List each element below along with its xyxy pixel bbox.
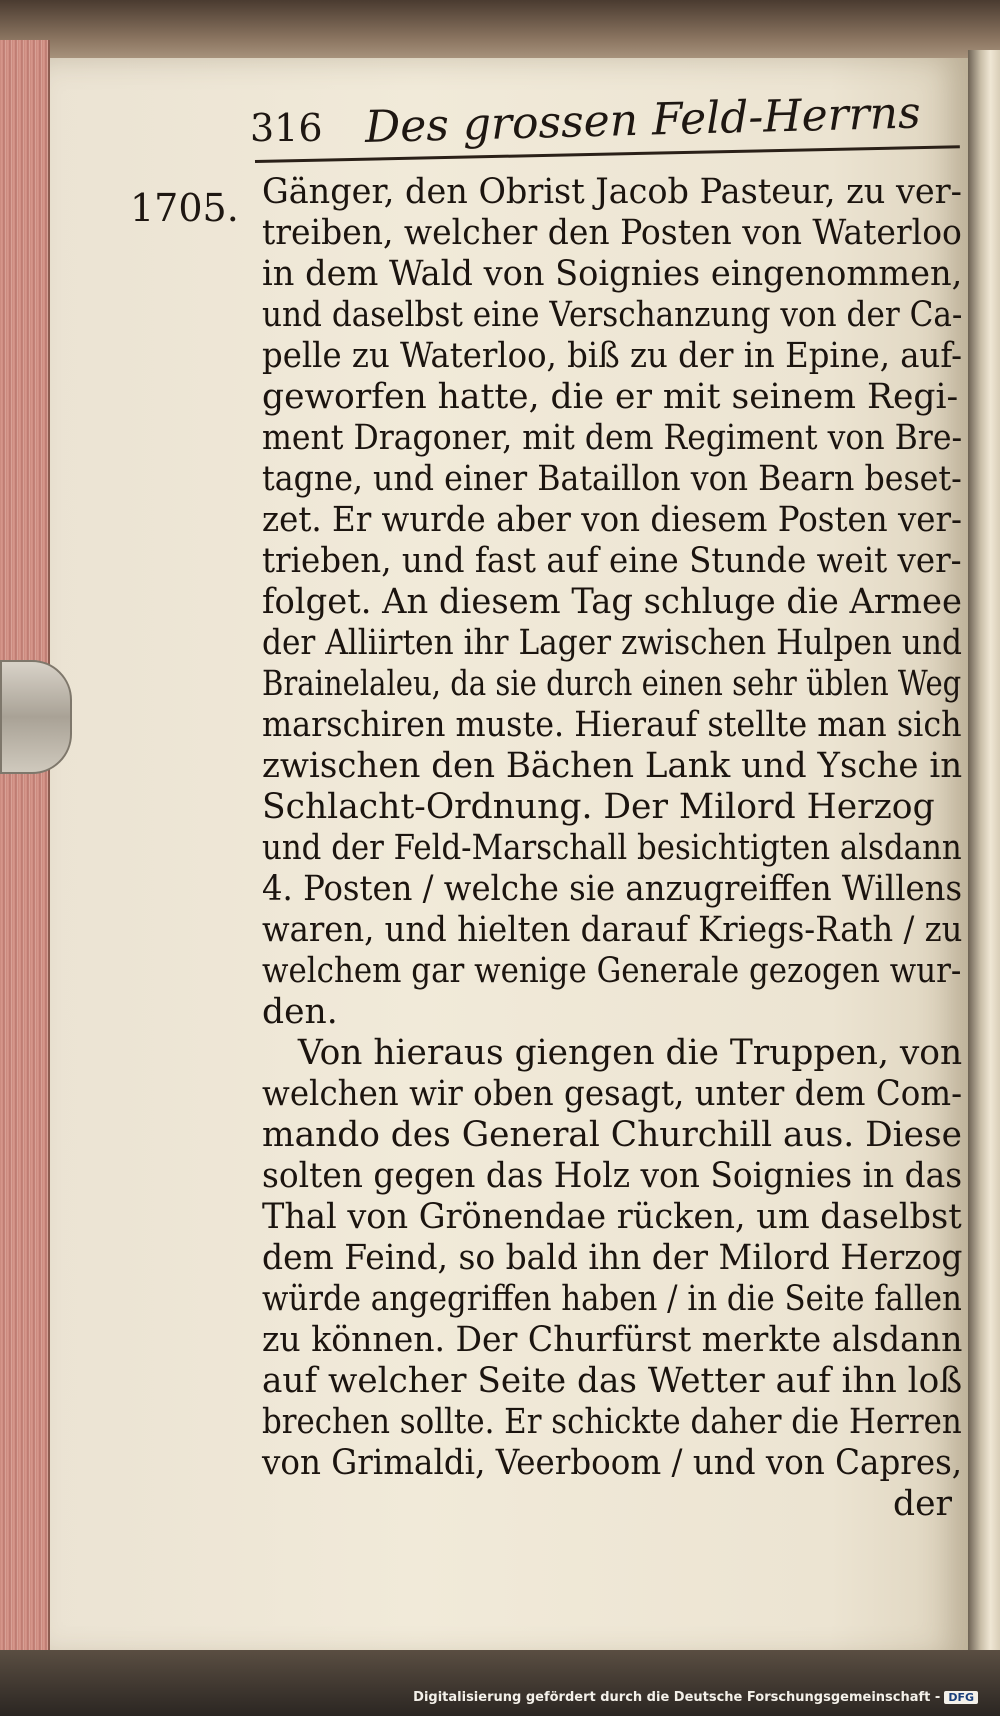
text-line: der Alliirten ihr Lager zwischen Hulpen und — [262, 623, 962, 663]
text-line: würde angegriffen haben / in die Seite fallen — [262, 1279, 962, 1319]
text-line: marschiren muste. Hierauf stellte man sich — [262, 705, 962, 745]
text-line: auf welcher Seite das Wetter auf ihn loß — [262, 1361, 963, 1401]
text-line: welchen wir oben gesagt, unter dem Com- — [262, 1074, 963, 1114]
text-line: 4. Posten / welche sie anzugreiffen Willens — [262, 869, 963, 909]
bookmark-ribbon — [0, 660, 72, 774]
book-bottom-edge — [0, 1650, 1000, 1716]
text-line: tagne, und einer Bataillon von Bearn beset- — [262, 459, 962, 499]
running-title: Des grossen Feld-Herrns — [364, 87, 922, 153]
text-line: Gänger, den Obrist Jacob Pasteur, zu ver- — [262, 172, 962, 212]
page-header — [250, 87, 965, 160]
text-line: mando des General Churchill aus. Diese — [262, 1115, 962, 1155]
text-line: und der Feld-Marschall besichtigten alsdann — [262, 828, 962, 868]
text-line: in dem Wald von Soignies eingenommen, — [262, 254, 963, 294]
text-line: waren, und hielten darauf Kriegs-Rath / zu — [262, 910, 963, 950]
text-line: und daselbst eine Verschanzung von der Ca- — [262, 295, 963, 335]
text-line: solten gegen das Holz von Soignies in das — [262, 1156, 963, 1196]
book-fore-edge — [0, 40, 50, 1660]
text-line: Von hieraus giengen die Truppen, von — [297, 1033, 963, 1073]
text-line: zwischen den Bächen Lank und Ysche in — [262, 746, 963, 786]
page-number: 316 — [250, 106, 323, 150]
text-line: den. — [262, 992, 338, 1032]
text-line: zu können. Der Churfürst merkte alsdann — [262, 1320, 963, 1360]
text-line: pelle zu Waterloo, biß zu der in Epine, auf- — [262, 336, 963, 376]
body-text — [262, 172, 962, 1612]
text-line: trieben, und fast auf eine Stunde weit ver- — [262, 541, 962, 581]
text-line: von Grimaldi, Veerboom / und von Capres, — [262, 1443, 963, 1483]
text-line: Thal von Grönendae rücken, um daselbst — [262, 1197, 962, 1237]
text-line: geworfen hatte, die er mit seinem Regi- — [262, 377, 959, 417]
text-line: brechen sollte. Er schickte daher die Herren — [262, 1402, 962, 1442]
dfg-logo: DFG — [944, 1691, 978, 1704]
text-line: dem Feind, so bald ihn der Milord Herzog — [262, 1238, 963, 1278]
digitization-footer — [413, 1690, 978, 1705]
book-gutter — [968, 50, 1000, 1660]
text-line: treiben, welcher den Posten von Waterloo — [262, 213, 962, 253]
text-line: Schlacht-Ordnung. Der Milord Herzog — [262, 787, 935, 827]
text-line: folget. An diesem Tag schluge die Armee — [262, 582, 962, 622]
text-line: zet. Er wurde aber von diesem Posten ver- — [262, 500, 962, 540]
text-line: ment Dragoner, mit dem Regiment von Bre- — [262, 418, 963, 458]
footer-text: Digitalisierung gefördert durch die Deutsche Forschungsgemeinschaft - — [413, 1690, 941, 1705]
margin-year: 1705. — [130, 186, 239, 230]
text-line: welchem gar wenige Generale gezogen wur- — [262, 951, 962, 991]
catchword: der — [893, 1484, 952, 1524]
text-line: Brainelaleu, da sie durch einen sehr üblen Weg — [262, 664, 962, 704]
